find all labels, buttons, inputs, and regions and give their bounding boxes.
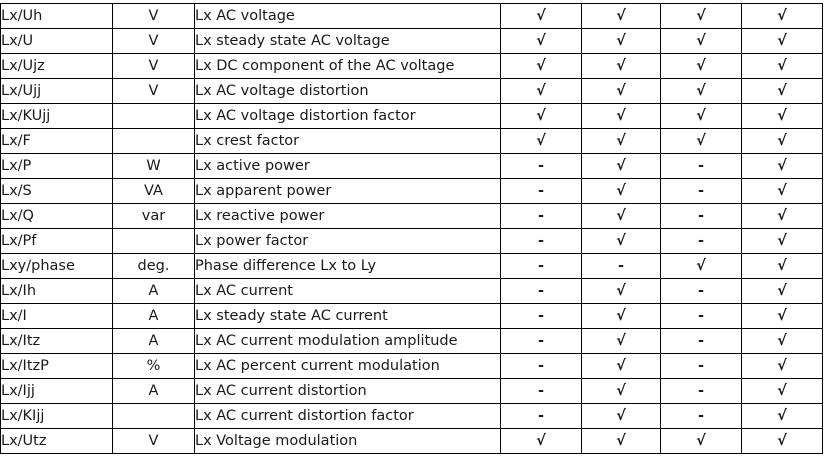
description-cell: Lx active power bbox=[195, 154, 501, 179]
availability-mark-cell: √ bbox=[742, 204, 823, 229]
availability-mark-cell: - bbox=[661, 304, 742, 329]
availability-mark-cell: - bbox=[661, 329, 742, 354]
description-cell: Lx AC current bbox=[195, 279, 501, 304]
parameter-name-cell: Lx/Uh bbox=[1, 4, 113, 29]
availability-mark-cell: √ bbox=[661, 54, 742, 79]
description-cell: Lx reactive power bbox=[195, 204, 501, 229]
unit-cell bbox=[113, 104, 195, 129]
availability-mark-cell: - bbox=[661, 179, 742, 204]
description-cell: Lx steady state AC voltage bbox=[195, 29, 501, 54]
table-row bbox=[1, 229, 823, 254]
availability-mark-cell: √ bbox=[582, 304, 661, 329]
availability-mark-cell: √ bbox=[582, 279, 661, 304]
description-cell: Lx DC component of the AC voltage bbox=[195, 54, 501, 79]
availability-mark-cell: √ bbox=[742, 354, 823, 379]
description-cell: Lx AC voltage distortion factor bbox=[195, 104, 501, 129]
description-cell: Lx steady state AC current bbox=[195, 304, 501, 329]
parameter-name-cell: Lx/I bbox=[1, 304, 113, 329]
availability-mark-cell: √ bbox=[582, 154, 661, 179]
unit-cell: % bbox=[113, 354, 195, 379]
availability-mark-cell: √ bbox=[742, 379, 823, 404]
table-row bbox=[1, 404, 823, 429]
availability-mark-cell: √ bbox=[661, 29, 742, 54]
availability-mark-cell: √ bbox=[582, 229, 661, 254]
table-row bbox=[1, 304, 823, 329]
description-cell: Lx AC voltage distortion bbox=[195, 79, 501, 104]
parameter-name-cell: Lx/Q bbox=[1, 204, 113, 229]
availability-mark-cell: √ bbox=[582, 329, 661, 354]
availability-mark-cell: - bbox=[661, 354, 742, 379]
availability-mark-cell: √ bbox=[742, 229, 823, 254]
availability-mark-cell: √ bbox=[582, 79, 661, 104]
description-cell: Lx AC percent current modulation bbox=[195, 354, 501, 379]
availability-mark-cell: √ bbox=[582, 4, 661, 29]
unit-cell: V bbox=[113, 29, 195, 54]
table-row bbox=[1, 179, 823, 204]
availability-mark-cell: √ bbox=[661, 104, 742, 129]
availability-mark-cell: √ bbox=[661, 429, 742, 454]
availability-mark-cell: - bbox=[501, 204, 582, 229]
table-row bbox=[1, 254, 823, 279]
availability-mark-cell: √ bbox=[742, 4, 823, 29]
parameter-name-cell: Lx/F bbox=[1, 129, 113, 154]
unit-cell: V bbox=[113, 429, 195, 454]
availability-mark-cell: - bbox=[501, 154, 582, 179]
parameter-name-cell: Lx/P bbox=[1, 154, 113, 179]
description-cell: Phase difference Lx to Ly bbox=[195, 254, 501, 279]
availability-mark-cell: - bbox=[501, 304, 582, 329]
availability-mark-cell: √ bbox=[742, 304, 823, 329]
table-row bbox=[1, 429, 823, 454]
unit-cell: A bbox=[113, 304, 195, 329]
unit-cell: deg. bbox=[113, 254, 195, 279]
availability-mark-cell: - bbox=[661, 229, 742, 254]
unit-cell: A bbox=[113, 329, 195, 354]
availability-mark-cell: √ bbox=[501, 4, 582, 29]
availability-mark-cell: √ bbox=[661, 4, 742, 29]
availability-mark-cell: - bbox=[661, 379, 742, 404]
availability-mark-cell: √ bbox=[501, 54, 582, 79]
availability-mark-cell: √ bbox=[742, 179, 823, 204]
unit-cell bbox=[113, 229, 195, 254]
unit-cell: A bbox=[113, 379, 195, 404]
parameter-name-cell: Lx/KUjj bbox=[1, 104, 113, 129]
availability-mark-cell: √ bbox=[742, 329, 823, 354]
availability-mark-cell: √ bbox=[742, 254, 823, 279]
parameter-name-cell: Lxy/phase bbox=[1, 254, 113, 279]
parameter-name-cell: Lx/Ih bbox=[1, 279, 113, 304]
availability-mark-cell: - bbox=[661, 279, 742, 304]
description-cell: Lx AC current distortion factor bbox=[195, 404, 501, 429]
availability-mark-cell: - bbox=[582, 254, 661, 279]
description-cell: Lx crest factor bbox=[195, 129, 501, 154]
table-row bbox=[1, 129, 823, 154]
availability-mark-cell: √ bbox=[742, 429, 823, 454]
availability-mark-cell: - bbox=[661, 404, 742, 429]
unit-cell: V bbox=[113, 79, 195, 104]
table-row bbox=[1, 54, 823, 79]
availability-mark-cell: √ bbox=[661, 129, 742, 154]
table-row bbox=[1, 4, 823, 29]
parameter-table bbox=[0, 3, 823, 454]
availability-mark-cell: √ bbox=[582, 179, 661, 204]
parameter-table-body bbox=[1, 4, 823, 454]
table-row bbox=[1, 354, 823, 379]
table-row bbox=[1, 329, 823, 354]
description-cell: Lx AC voltage bbox=[195, 4, 501, 29]
unit-cell bbox=[113, 404, 195, 429]
parameter-name-cell: Lx/KIjj bbox=[1, 404, 113, 429]
availability-mark-cell: - bbox=[661, 204, 742, 229]
availability-mark-cell: √ bbox=[742, 54, 823, 79]
description-cell: Lx AC current modulation amplitude bbox=[195, 329, 501, 354]
availability-mark-cell: - bbox=[501, 229, 582, 254]
parameter-name-cell: Lx/Ujj bbox=[1, 79, 113, 104]
description-cell: Lx power factor bbox=[195, 229, 501, 254]
availability-mark-cell: - bbox=[501, 379, 582, 404]
parameter-name-cell: Lx/Itz bbox=[1, 329, 113, 354]
availability-mark-cell: √ bbox=[742, 154, 823, 179]
table-row bbox=[1, 204, 823, 229]
availability-mark-cell: √ bbox=[582, 404, 661, 429]
unit-cell bbox=[113, 129, 195, 154]
availability-mark-cell: √ bbox=[661, 79, 742, 104]
unit-cell: W bbox=[113, 154, 195, 179]
unit-cell: var bbox=[113, 204, 195, 229]
availability-mark-cell: √ bbox=[661, 254, 742, 279]
parameter-name-cell: Lx/Utz bbox=[1, 429, 113, 454]
parameter-name-cell: Lx/U bbox=[1, 29, 113, 54]
description-cell: Lx AC current distortion bbox=[195, 379, 501, 404]
availability-mark-cell: - bbox=[501, 254, 582, 279]
unit-cell: V bbox=[113, 54, 195, 79]
availability-mark-cell: √ bbox=[742, 129, 823, 154]
parameter-name-cell: Lx/ItzP bbox=[1, 354, 113, 379]
availability-mark-cell: √ bbox=[582, 29, 661, 54]
parameter-name-cell: Lx/Pf bbox=[1, 229, 113, 254]
description-cell: Lx apparent power bbox=[195, 179, 501, 204]
availability-mark-cell: √ bbox=[582, 429, 661, 454]
availability-mark-cell: √ bbox=[501, 129, 582, 154]
unit-cell: VA bbox=[113, 179, 195, 204]
availability-mark-cell: - bbox=[501, 179, 582, 204]
unit-cell: V bbox=[113, 4, 195, 29]
availability-mark-cell: √ bbox=[501, 104, 582, 129]
availability-mark-cell: √ bbox=[742, 404, 823, 429]
availability-mark-cell: - bbox=[501, 329, 582, 354]
availability-mark-cell: √ bbox=[582, 204, 661, 229]
availability-mark-cell: √ bbox=[742, 279, 823, 304]
description-cell: Lx Voltage modulation bbox=[195, 429, 501, 454]
availability-mark-cell: √ bbox=[582, 104, 661, 129]
unit-cell: A bbox=[113, 279, 195, 304]
availability-mark-cell: √ bbox=[742, 79, 823, 104]
availability-mark-cell: - bbox=[501, 404, 582, 429]
table-row bbox=[1, 29, 823, 54]
availability-mark-cell: - bbox=[661, 154, 742, 179]
availability-mark-cell: - bbox=[501, 279, 582, 304]
availability-mark-cell: √ bbox=[582, 379, 661, 404]
availability-mark-cell: √ bbox=[501, 29, 582, 54]
availability-mark-cell: √ bbox=[501, 79, 582, 104]
table-row bbox=[1, 379, 823, 404]
availability-mark-cell: √ bbox=[742, 29, 823, 54]
availability-mark-cell: √ bbox=[582, 354, 661, 379]
table-row bbox=[1, 279, 823, 304]
table-row bbox=[1, 104, 823, 129]
table-row bbox=[1, 154, 823, 179]
table-row bbox=[1, 79, 823, 104]
availability-mark-cell: √ bbox=[582, 129, 661, 154]
parameter-name-cell: Lx/S bbox=[1, 179, 113, 204]
parameter-name-cell: Lx/Ujz bbox=[1, 54, 113, 79]
availability-mark-cell: √ bbox=[501, 429, 582, 454]
availability-mark-cell: √ bbox=[742, 104, 823, 129]
parameter-name-cell: Lx/Ijj bbox=[1, 379, 113, 404]
availability-mark-cell: - bbox=[501, 354, 582, 379]
availability-mark-cell: √ bbox=[582, 54, 661, 79]
